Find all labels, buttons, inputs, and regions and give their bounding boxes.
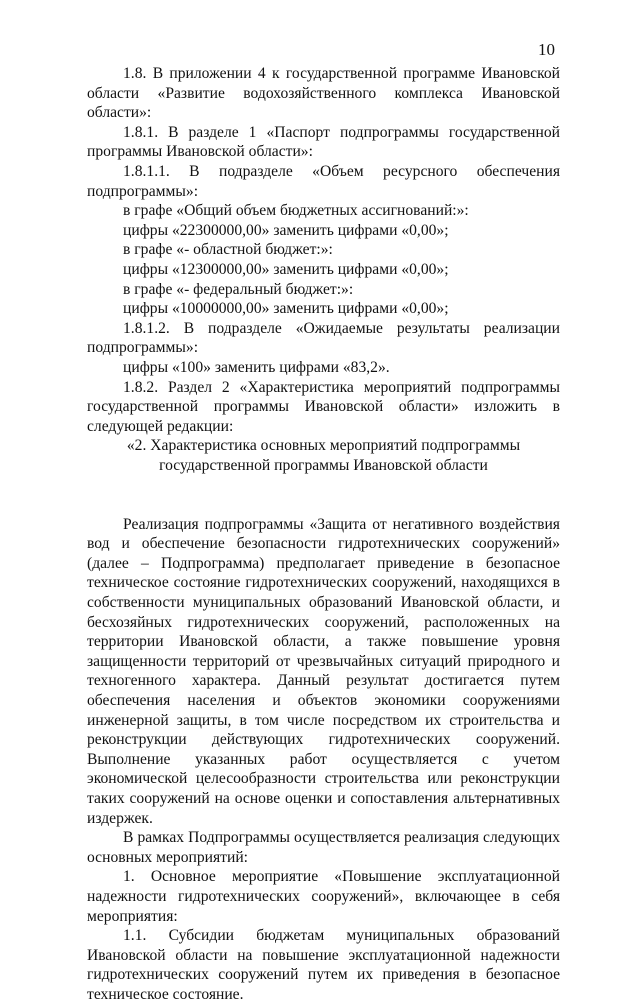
body-paragraph-subprogram-description: Реализация подпрограммы «Защита от негативного воздействия вод и обеспечение безопасности гидротехнических сооружений» (далее – Подпрограмма) предполагает приведение в безопасное техническое состояние гидротехнических сооружений, находящихся в собственности муниципальных образований Ивановской области, и бесхозяйных гидротехнических сооружений, расположенных на территории Ивановской области, а также повышение уровня защищенности территорий от чрезвычайных ситуаций природного и техногенного характера. Данный результат достигается путем обеспечения населения и объектов экономики сооружениями инженерной защиты, в том числе посредством их строительства и реконструкции действующих гидротехнических сооружений. Выполнение указанных работ осуществляется с учетом экономической целесообразности строительства или реконструкции таких сооружений на основе оценки и сопоставления альтернативных издержек. [87, 515, 560, 827]
document-body [87, 64, 560, 1005]
paragraph-regional-budget-column: в графе «- областной бюджет:»: [123, 241, 333, 259]
paragraph-total-budget-column: в графе «Общий объем бюджетных ассигнований:»: [123, 202, 469, 220]
paragraph-1-8-1-1: 1.8.1.1. В подразделе «Объем ресурсного обеспечения подпрограммы»: [87, 162, 560, 200]
paragraph-1-8-1: 1.8.1. В разделе 1 «Паспорт подпрограммы государственной программы Ивановской области»: [87, 123, 560, 161]
body-paragraph-main-activity-1: 1. Основное мероприятие «Повышение эксплуатационной надежности гидротехнических сооружений», включающее в себя мероприятия: [87, 868, 560, 925]
page-number: 10 [538, 40, 555, 59]
paragraph-1-8: 1.8. В приложении 4 к государственной программе Ивановской области «Развитие водохозяйственного комплекса Ивановской области»: [87, 65, 560, 122]
section-heading-line-1: «2. Характеристика основных мероприятий подпрограммы [126, 437, 521, 455]
blank-line [87, 475, 560, 495]
paragraph-1-8-1-2: 1.8.1.2. В подразделе «Ожидаемые результаты реализации подпрограммы»: [87, 319, 560, 357]
paragraph-federal-budget-replace: цифры «10000000,00» заменить цифрами «0,00»; [123, 300, 449, 318]
paragraph-regional-budget-replace: цифры «12300000,00» заменить цифрами «0,00»; [123, 260, 449, 278]
body-paragraph-activity-1-1: 1.1. Субсидии бюджетам муниципальных образований Ивановской области на повышение эксплуатационной надежности гидротехнических сооружений путем их приведения в безопасное техническое состояние. [87, 927, 560, 1003]
paragraph-results-replace: цифры «100» заменить цифрами «83,2». [123, 358, 390, 376]
section-heading [87, 436, 560, 475]
paragraph-federal-budget-column: в графе «- федеральный бюджет:»: [123, 280, 354, 298]
body-paragraph-main-activities-intro: В рамках Подпрограммы осуществляется реализация следующих основных мероприятий: [87, 829, 560, 866]
paragraph-1-8-2: 1.8.2. Раздел 2 «Характеристика мероприятий подпрограммы государственной программы Ивановской области» изложить в следующей редакции: [87, 378, 560, 435]
section-heading-line-2: государственной программы Ивановской области [159, 456, 488, 474]
blank-line [87, 495, 560, 515]
paragraph-total-budget-replace: цифры «22300000,00» заменить цифрами «0,00»; [123, 221, 449, 239]
